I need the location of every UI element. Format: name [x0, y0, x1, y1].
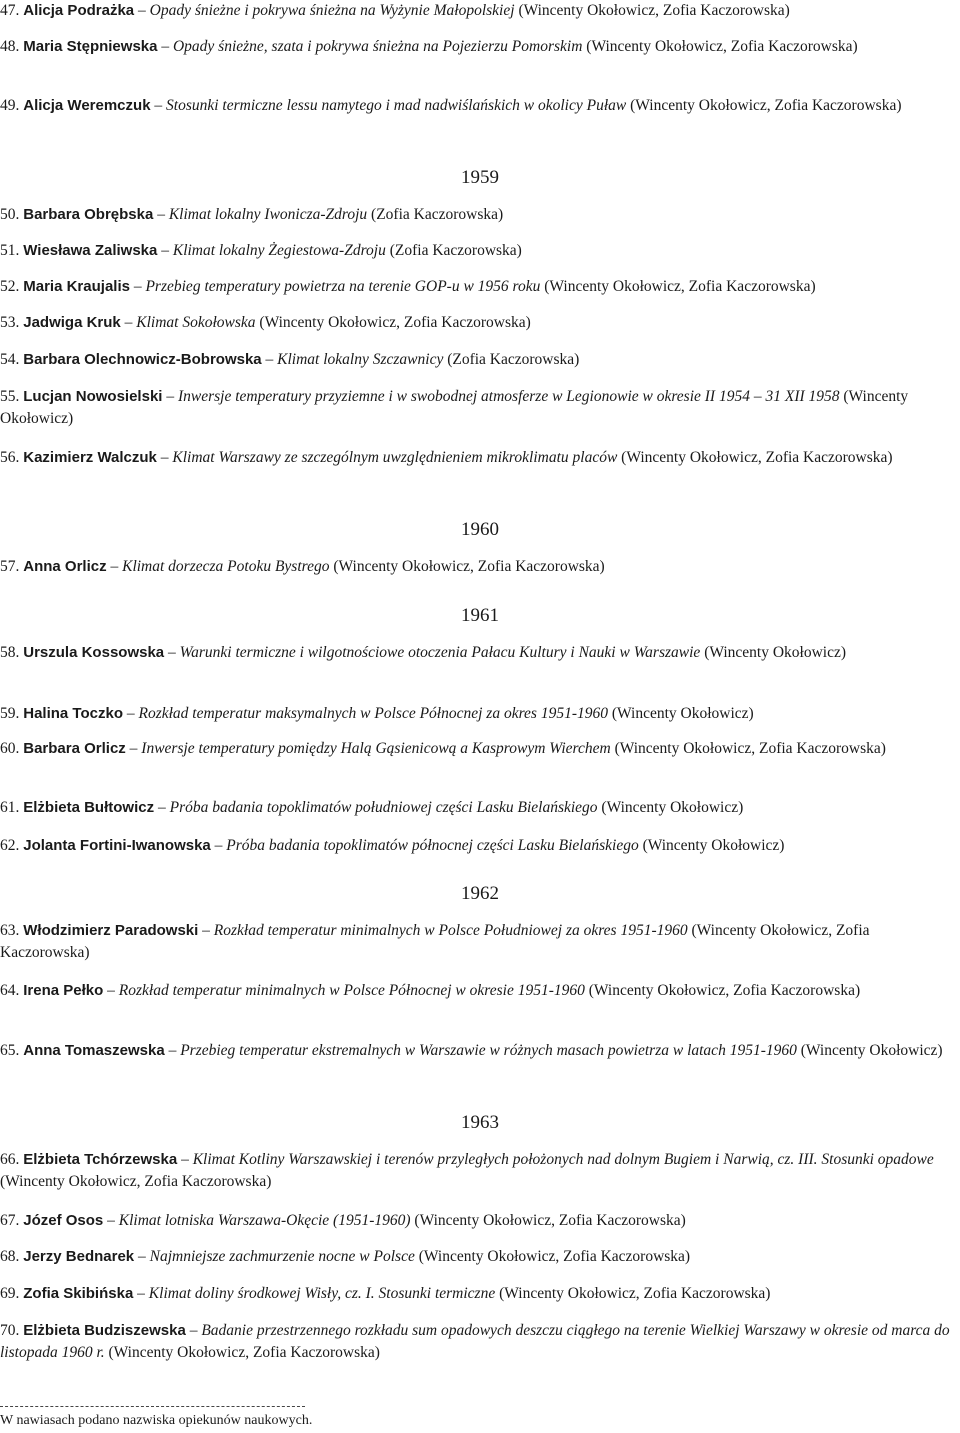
thesis-entry-47: 47. Alicja Podrażka – Opady śnieżne i pokrywa śnieżna na Wyżynie Małopolskiej (Wincenty Okołowicz, Zofia Kaczorowska) — [0, 2, 790, 19]
year-heading-1961: 1961 — [461, 605, 499, 626]
year-heading-1959: 1959 — [461, 167, 499, 188]
thesis-entry-59: 59. Halina Toczko – Rozkład temperatur maksymalnych w Polsce Północnej za okres 1951-1960 (Wincenty Okołowicz) — [0, 705, 754, 722]
thesis-entry-61: 61. Elżbieta Bułtowicz – Próba badania topoklimatów południowej części Lasku Bielańskiego (Wincenty Okołowicz) — [0, 799, 744, 816]
thesis-entry-48: 48. Maria Stępniewska – Opady śnieżne, szata i pokrywa śnieżna na Pojezierzu Pomorskim (Wincenty Okołowicz, Zofia Kaczorowska) — [0, 38, 858, 55]
thesis-entry-52: 52. Maria Kraujalis – Przebieg temperatury powietrza na terenie GOP-u w 1956 roku (Wincenty Okołowicz, Zofia Kaczorowska) — [0, 278, 816, 295]
thesis-entry-55: 55. Lucjan Nowosielski – Inwersje temperatury przyziemne i w swobodnej atmosferze w Legionowie w okresie II 1954 – 31 XII 1958 (Wincenty Okołowicz) — [0, 388, 909, 427]
thesis-entry-66: 66. Elżbieta Tchórzewska – Klimat Kotliny Warszawskiej i terenów przyległych położonych nad dolnym Bugiem i Narwią, cz. III. Stosunki opadowe (Wincenty Okołowicz, Zofia Kaczorowska) — [0, 1151, 934, 1190]
thesis-entry-68: 68. Jerzy Bednarek – Najmniejsze zachmurzenie nocne w Polsce (Wincenty Okołowicz, Zofia Kaczorowska) — [0, 1248, 691, 1265]
thesis-entry-58: 58. Urszula Kossowska – Warunki termiczne i wilgotnościowe otoczenia Pałacu Kultury i Nauki w Warszawie (Wincenty Okołowicz) — [0, 644, 847, 661]
footnote-separator — [0, 1406, 305, 1407]
thesis-entry-56: 56. Kazimierz Walczuk – Klimat Warszawy ze szczególnym uwzględnieniem mikroklimatu placów (Wincenty Okołowicz, Zofia Kaczorowska) — [0, 449, 893, 466]
thesis-entry-69: 69. Zofia Skibińska – Klimat doliny środkowej Wisły, cz. I. Stosunki termiczne (Wincenty Okołowicz, Zofia Kaczorowska) — [0, 1285, 771, 1302]
thesis-entry-53: 53. Jadwiga Kruk – Klimat Sokołowska (Wincenty Okołowicz, Zofia Kaczorowska) — [0, 314, 531, 331]
thesis-entry-62: 62. Jolanta Fortini-Iwanowska – Próba badania topoklimatów północnej części Lasku Bielańskiego (Wincenty Okołowicz) — [0, 837, 785, 854]
thesis-entry-67: 67. Józef Osos – Klimat lotniska Warszawa-Okęcie (1951-1960) (Wincenty Okołowicz, Zofia Kaczorowska) — [0, 1212, 686, 1229]
thesis-entry-64: 64. Irena Pełko – Rozkład temperatur minimalnych w Polsce Północnej w okresie 1951-1960 (Wincenty Okołowicz, Zofia Kaczorowska) — [0, 982, 861, 999]
year-heading-1962: 1962 — [461, 883, 499, 904]
year-heading-1960: 1960 — [461, 519, 499, 540]
thesis-entry-51: 51. Wiesława Zaliwska – Klimat lokalny Żegiestowa-Zdroju (Zofia Kaczorowska) — [0, 242, 522, 259]
footnote: W nawiasach podano nazwiska opiekunów naukowych. — [0, 1413, 313, 1428]
thesis-entry-57: 57. Anna Orlicz – Klimat dorzecza Potoku Bystrego (Wincenty Okołowicz, Zofia Kaczorowska) — [0, 558, 605, 575]
thesis-entry-70: 70. Elżbieta Budziszewska – Badanie przestrzennego rozkładu sum opadowych deszczu ciągłego na terenie Wielkiej Warszawy w okresie od marca do listopada 1960 r. (Wincenty Okołowicz, Zofia Kaczorowska) — [0, 1322, 950, 1361]
thesis-entry-63: 63. Włodzimierz Paradowski – Rozkład temperatur minimalnych w Polsce Południowej za okres 1951-1960 (Wincenty Okołowicz, Zofia Kaczorowska) — [0, 922, 870, 961]
thesis-entry-49: 49. Alicja Weremczuk – Stosunki termiczne lessu namytego i mad nadwiślańskich w okolicy Puław (Wincenty Okołowicz, Zofia Kaczorowska) — [0, 97, 902, 114]
thesis-entry-65: 65. Anna Tomaszewska – Przebieg temperatur ekstremalnych w Warszawie w różnych masach powietrza w latach 1951-1960 (Wincenty Okołowicz) — [0, 1042, 943, 1059]
thesis-entry-60: 60. Barbara Orlicz – Inwersje temperatury pomiędzy Halą Gąsienicową a Kasprowym Wierchem (Wincenty Okołowicz, Zofia Kaczorowska) — [0, 740, 886, 757]
thesis-entry-54: 54. Barbara Olechnowicz-Bobrowska – Klimat lokalny Szczawnicy (Zofia Kaczorowska) — [0, 351, 580, 368]
thesis-entry-50: 50. Barbara Obrębska – Klimat lokalny Iwonicza-Zdroju (Zofia Kaczorowska) — [0, 206, 504, 223]
year-heading-1963: 1963 — [461, 1112, 499, 1133]
